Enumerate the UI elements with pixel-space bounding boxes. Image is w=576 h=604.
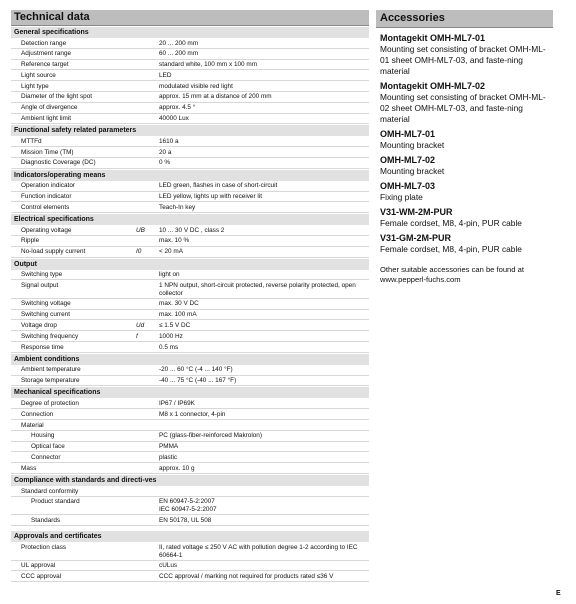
spec-row [11, 280, 369, 299]
spec-row [11, 376, 369, 387]
spec-row [11, 136, 369, 147]
spec-row [11, 542, 369, 561]
spec-symbol: I0 [136, 248, 142, 256]
spec-row [11, 158, 369, 169]
accessory-description: Female cordset, M8, 4-pin, PUR cable [380, 244, 522, 254]
spec-label: Control elements [21, 203, 70, 211]
spec-value: max. 10 % [159, 237, 190, 245]
accessory-name: Montagekit OMH-ML7-01 [380, 33, 486, 43]
technical-data-panel [11, 10, 369, 582]
spec-row [11, 409, 369, 420]
accessory-description: Mounting set consisting of bracket OMH-ML-01 sheet OMH-ML7-03, and faste-ning material [380, 44, 546, 76]
accessory-name: OMH-ML7-03 [380, 181, 436, 191]
accessory-item [380, 181, 553, 203]
spec-label: Protection class [21, 543, 67, 551]
spec-row [11, 236, 369, 247]
technical-data-table [11, 26, 369, 582]
spec-label: Reference target [21, 61, 69, 69]
spec-label: Operating voltage [21, 226, 72, 234]
spec-value: 1610 a [159, 137, 179, 145]
spec-value: M8 x 1 connector, 4-pin [159, 410, 226, 418]
spec-label: Diagnostic Coverage (DC) [21, 159, 96, 167]
section-header: General specifications [11, 26, 369, 38]
spec-value: Teach-In key [159, 203, 196, 211]
spec-label: Storage temperature [21, 377, 80, 385]
section-header: Compliance with standards and directi-ves [11, 474, 369, 486]
spec-row [11, 561, 369, 572]
spec-value: 1000 Hz [159, 332, 183, 340]
spec-symbol: Ud [136, 321, 145, 329]
spec-value: LED [159, 71, 172, 79]
spec-label: Material [21, 421, 44, 429]
spec-value: 0.5 ms [159, 343, 179, 351]
spec-row [11, 103, 369, 114]
spec-label: Degree of protection [21, 399, 79, 407]
spec-value: standard white, 100 mm x 100 mm [159, 61, 258, 69]
accessory-item [380, 207, 553, 229]
spec-value: modulated visible red light [159, 82, 233, 90]
spec-value: -40 ... 75 °C (-40 ... 167 °F) [159, 377, 237, 385]
spec-value: light on [159, 271, 180, 279]
section-header: Indicators/operating means [11, 169, 369, 181]
spec-label: MTTFd [21, 137, 42, 145]
spec-label: Angle of divergence [21, 104, 78, 112]
accessory-description: Mounting set consisting of bracket OMH-ML-02 sheet OMH-ML7-03, and faste-ning material [380, 92, 546, 124]
accessory-item [380, 33, 553, 77]
spec-row [11, 225, 369, 236]
spec-label: Standards [31, 516, 61, 524]
spec-value: PMMA [159, 443, 179, 451]
spec-row [11, 247, 369, 258]
spec-value: EN 60947-5-2:2007 IEC 60947-5-2:2007 [159, 498, 217, 514]
spec-label: Operation indicator [21, 182, 75, 190]
spec-row [11, 431, 369, 442]
spec-row [11, 310, 369, 321]
accessory-name: OMH-ML7-02 [380, 155, 436, 165]
section-header: Approvals and certificates [11, 530, 369, 542]
spec-value: PC (glass-fiber-reinforced Makrolon) [159, 432, 262, 440]
spec-row [11, 463, 369, 474]
spec-label: Light source [21, 71, 56, 79]
page-marker: E [556, 590, 561, 597]
spec-label: Product standard [31, 498, 80, 506]
spec-label: UL approval [21, 562, 56, 570]
spec-label: Optical face [31, 443, 65, 451]
spec-value: EN 50178, UL 508 [159, 516, 212, 524]
spec-row [11, 320, 369, 331]
spec-value: 10 ... 30 V DC , class 2 [159, 226, 225, 234]
spec-row [11, 92, 369, 103]
section-header: Output [11, 258, 369, 270]
spec-value: 40000 Lux [159, 115, 189, 123]
spec-label: Light type [21, 82, 49, 90]
accessory-description: Mounting bracket [380, 140, 445, 150]
spec-label: Ambient temperature [21, 366, 81, 374]
section-header: Electrical specifications [11, 213, 369, 225]
section-header: Ambient conditions [11, 353, 369, 365]
spec-label: No-load supply current [21, 248, 86, 256]
spec-row [11, 365, 369, 376]
spec-row [11, 420, 369, 431]
spec-value: 1 NPN output, short-circuit protected, reverse polarity protected, open collector [159, 281, 356, 297]
spec-row [11, 497, 369, 516]
spec-row [11, 515, 369, 526]
spec-label: Diameter of the light spot [21, 93, 93, 101]
spec-value: < 20 mA [159, 248, 183, 256]
spec-value: 20 a [159, 148, 172, 156]
spec-row [11, 114, 369, 125]
spec-label: Connector [31, 453, 61, 461]
accessory-item [380, 129, 553, 151]
spec-label: Voltage drop [21, 321, 57, 329]
spec-row [11, 299, 369, 310]
spec-value: II, rated voltage ≤ 250 V AC with pollution degree 1-2 according to IEC 60664-1 [159, 543, 358, 559]
spec-row [11, 442, 369, 453]
spec-label: Response time [21, 343, 64, 351]
spec-value: approx. 10 g [159, 464, 195, 472]
spec-value: cULus [159, 562, 178, 570]
spec-symbol: f [136, 332, 138, 340]
spec-value: -20 ... 60 °C (-4 ... 140 °F) [159, 366, 233, 374]
spec-row [11, 147, 369, 158]
spec-value: max. 30 V DC [159, 300, 199, 308]
spec-row [11, 571, 369, 582]
spec-label: Adjustment range [21, 50, 72, 58]
accessories-panel [376, 10, 553, 285]
accessory-name: V31-WM-2M-PUR [380, 207, 453, 217]
spec-label: Connection [21, 410, 54, 418]
section-header: Functional safety related parameters [11, 124, 369, 136]
accessory-item [380, 155, 553, 177]
accessories-note: Other suitable accessories can be found at www.pepperl-fuchs.com [380, 265, 524, 284]
spec-label: Housing [31, 432, 55, 440]
spec-label: Switching type [21, 271, 63, 279]
spec-label: Detection range [21, 39, 67, 47]
spec-label: Ambient light limit [21, 115, 72, 123]
spec-row [11, 38, 369, 49]
spec-value: 0 % [159, 159, 171, 167]
spec-row [11, 60, 369, 71]
accessory-item [380, 233, 553, 255]
spec-row [11, 202, 369, 213]
spec-value: LED green, flashes in case of short-circuit [159, 182, 278, 190]
spec-value: approx. 15 mm at a distance of 200 mm [159, 93, 272, 101]
spec-row [11, 452, 369, 463]
spec-row [11, 70, 369, 81]
spec-row [11, 398, 369, 409]
spec-value: IP67 / IP69K [159, 399, 195, 407]
spec-row [11, 181, 369, 192]
section-header: Mechanical specifications [11, 386, 369, 398]
spec-value: 20 ... 200 mm [159, 39, 199, 47]
spec-row [11, 342, 369, 353]
spec-value: CCC approval / marking not required for products rated ≤36 V [159, 572, 334, 580]
spec-row [11, 270, 369, 281]
accessory-description: Mounting bracket [380, 166, 445, 176]
accessories-list [376, 33, 553, 255]
accessory-item [380, 81, 553, 125]
spec-label: Switching frequency [21, 332, 79, 340]
spec-row [11, 49, 369, 60]
spec-row [11, 192, 369, 203]
spec-value: LED yellow, lights up with receiver lit [159, 193, 263, 201]
accessory-name: Montagekit OMH-ML7-02 [380, 81, 486, 91]
spec-row [11, 81, 369, 92]
spec-label: Switching current [21, 311, 71, 319]
accessories-title: Accessories [376, 10, 553, 28]
spec-row [11, 331, 369, 342]
accessory-description: Fixing plate [380, 192, 423, 202]
spec-value: 60 ... 200 mm [159, 50, 199, 58]
spec-value: plastic [159, 453, 178, 461]
spec-value: ≤ 1.5 V DC [159, 321, 191, 329]
accessory-description: Female cordset, M8, 4-pin, PUR cable [380, 218, 522, 228]
spec-value: approx. 4.5 ° [159, 104, 196, 112]
spec-row [11, 486, 369, 497]
accessory-name: V31-GM-2M-PUR [380, 233, 452, 243]
spec-symbol: UB [136, 226, 145, 234]
spec-label: Ripple [21, 237, 40, 245]
spec-label: Signal output [21, 281, 59, 289]
spec-label: Switching voltage [21, 300, 71, 308]
spec-label: Standard conformity [21, 487, 79, 495]
spec-label: Mission Time (TM) [21, 148, 74, 156]
spec-label: CCC approval [21, 572, 62, 580]
technical-data-title: Technical data [11, 10, 369, 26]
spec-label: Mass [21, 464, 37, 472]
accessory-name: OMH-ML7-01 [380, 129, 436, 139]
spec-label: Function indicator [21, 193, 72, 201]
spec-value: max. 100 mA [159, 311, 197, 319]
